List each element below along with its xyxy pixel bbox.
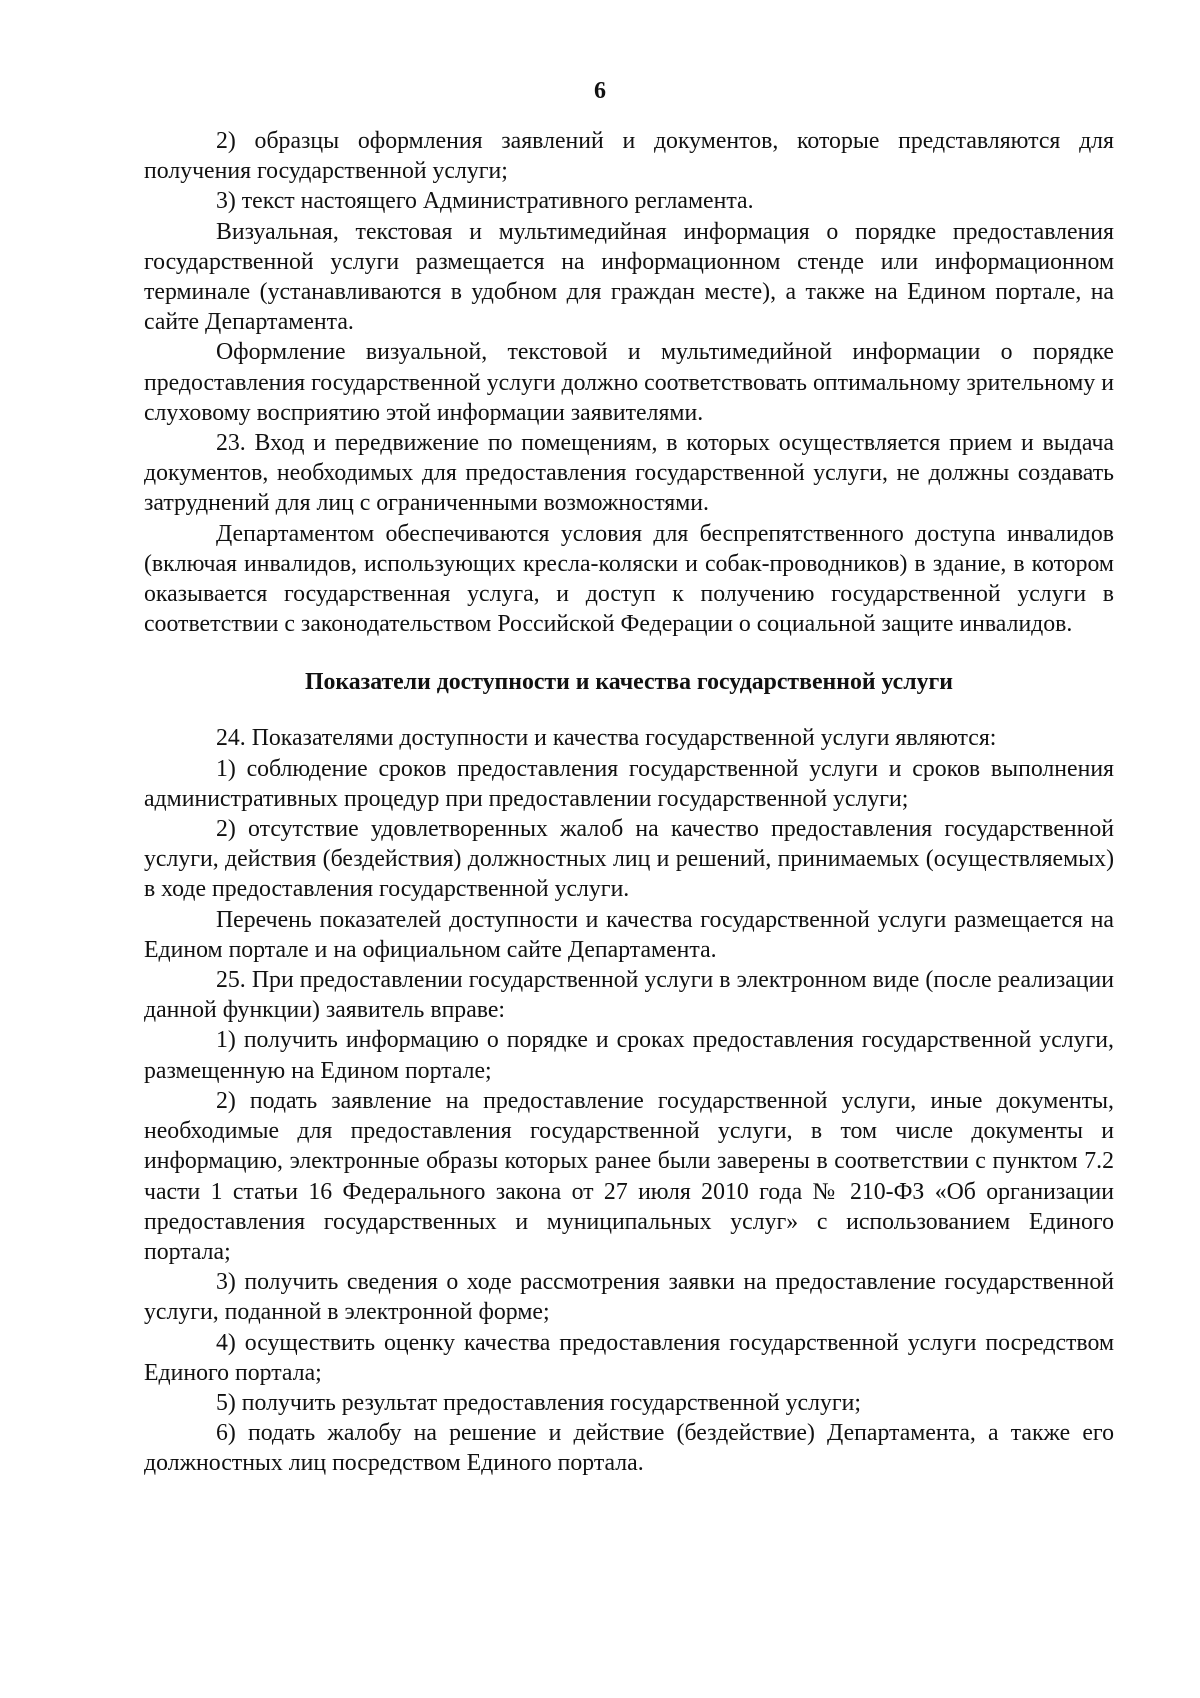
paragraph: 4) осуществить оценку качества предоставления государственной услуги посредством Единого портала;: [144, 1329, 1114, 1386]
page-number: 6: [594, 78, 606, 104]
paragraph: 25. При предоставлении государственной услуги в электронном виде (после реализации данной функции) заявитель вправе:: [144, 967, 1114, 1024]
paragraph: Департаментом обеспечиваются условия для беспрепятственного доступа инвалидов (включая инвалидов, использующих кресла-коляски и собак-проводников) в здание, в котором оказывается государственная услуга, и доступ к получению государственной услуги в соответствии с законодательством Российской Федерации о социальной защите инвалидов.: [144, 520, 1114, 638]
paragraph: Визуальная, текстовая и мультимедийная информация о порядке предоставления государственной услуги размещается на информационном стенде или информационном терминале (устанавливаются в удобном для граждан месте), а также на Едином портале, на сайте Департамента.: [144, 218, 1114, 336]
paragraph: 5) получить результат предоставления государственной услуги;: [216, 1389, 861, 1416]
paragraph: 3) получить сведения о ходе рассмотрения заявки на предоставление государственной услуги, поданной в электронной форме;: [144, 1269, 1114, 1326]
document-body: [144, 126, 1114, 1479]
paragraph: 24. Показателями доступности и качества государственной услуги являются:: [216, 725, 997, 752]
paragraph: 2) отсутствие удовлетворенных жалоб на качество предоставления государственной услуги, действия (бездействия) должностных лиц и решений, принимаемых (осуществляемых) в ходе предоставления государственной услуги.: [144, 816, 1114, 903]
paragraph: 2) подать заявление на предоставление государственной услуги, иные документы, необходимые для предоставления государственной услуги, в том числе документы и информацию, электронные образы которых ранее были заверены в соответствии с пунктом 7.2 части 1 статьи 16 Федерального закона от 27 июля 2010 года № 210-ФЗ «Об организации предоставления государственных и муниципальных услуг» с использованием Единого портала;: [144, 1087, 1114, 1265]
paragraph: Перечень показателей доступности и качества государственной услуги размещается на Едином портале и на официальном сайте Департамента.: [144, 906, 1114, 963]
paragraph: 1) соблюдение сроков предоставления государственной услуги и сроков выполнения административных процедур при предоставлении государственной услуги;: [144, 755, 1114, 812]
paragraph: 6) подать жалобу на решение и действие (бездействие) Департамента, а также его должностных лиц посредством Единого портала.: [144, 1420, 1114, 1477]
paragraph: Оформление визуальной, текстовой и мультимедийной информации о порядке предоставления государственной услуги должно соответствовать оптимальному зрительному и слуховому восприятию этой информации заявителями.: [144, 339, 1114, 426]
paragraph: 1) получить информацию о порядке и сроках предоставления государственной услуги, размещенную на Едином портале;: [144, 1027, 1114, 1084]
paragraph: 3) текст настоящего Административного регламента.: [216, 188, 754, 215]
paragraph: 2) образцы оформления заявлений и документов, которые представляются для получения государственной услуги;: [144, 128, 1114, 185]
section-heading: Показатели доступности и качества государственной услуги: [304, 669, 954, 696]
paragraph: 23. Вход и передвижение по помещениям, в которых осуществляется прием и выдача документов, необходимых для предоставления государственной услуги, не должны создавать затруднений для лиц с ограниченными возможностями.: [144, 430, 1114, 517]
